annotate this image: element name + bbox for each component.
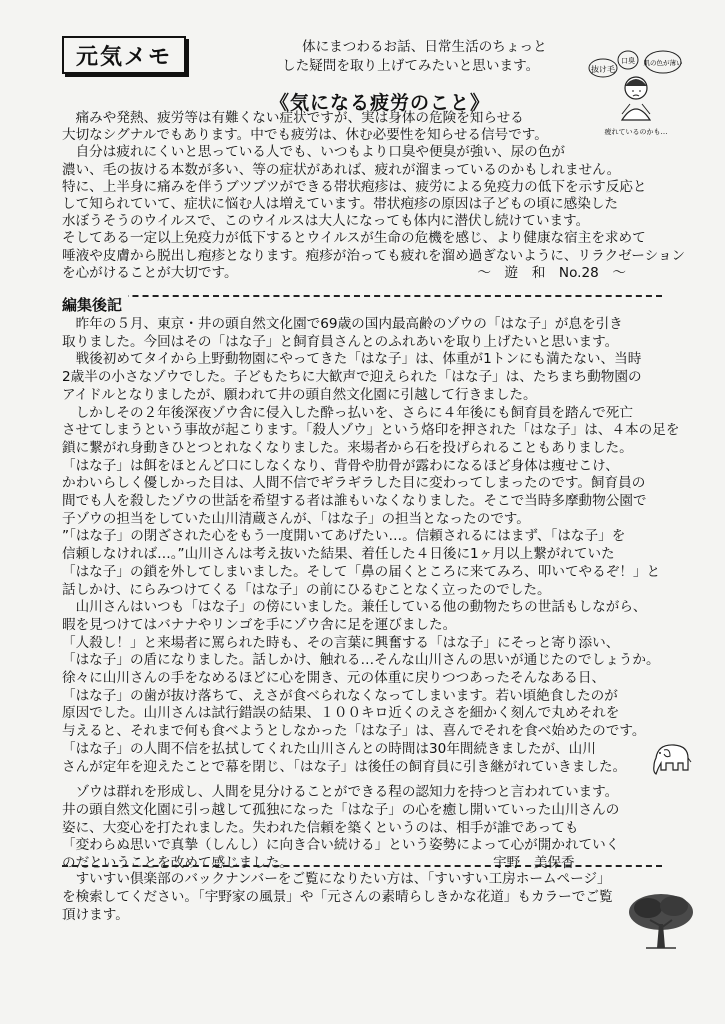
editorial-line: 「はな子」の歯が抜け落ちて、えさが食べられなくなってしまいます。若い頃絶食したのが	[62, 687, 618, 704]
footer-text	[62, 870, 662, 924]
article-line: 水ぼうそうのウイルスで、このウイルスは大人になっても体内に潜伏し続けています。	[62, 213, 590, 230]
editorial-line: 「はな子」の人間不信を払拭してくれた山川さんとの時間は30年間続きましたが、山川	[62, 740, 596, 757]
editorial-line: 「変わらぬ思いで真摯（しんし）に向き合い続ける」という姿勢によって心が開かれていく	[62, 837, 620, 854]
editorial-line: 「はな子」の鎖を外してしまいました。そして「鼻の届くところに来てみろ、叩いてやるぞ！」と	[62, 563, 661, 580]
editorial-line: 子ゾウの担当をしていた山川清蔵さんが、「はな子」の担当となったのです。	[62, 510, 530, 527]
article-line: そしてある一定以上免疫力が低下するとウイルスが生命の危機を感じ、より健康な宿主を求めて	[62, 230, 646, 247]
intro-line: した疑問を取り上げてみたいと思います。	[282, 58, 540, 74]
article-line	[62, 265, 712, 282]
footer-divider	[62, 865, 662, 867]
article-line: 唾液や皮膚から脱出し疱疹となります。疱疹が治っても疲れを溜め過ぎないように、リラクゼーション	[62, 247, 686, 264]
editorial-line: 「人殺し！」と来場者に罵られた時も、その言葉に興奮する「はな子」にそっと寄り添い、	[62, 634, 620, 651]
tree-icon	[626, 890, 696, 952]
editorial-last-line: のだということを改めて感じました。	[62, 855, 294, 872]
editorial-line: しかしその２年後深夜ゾウ舎に侵入した酔っ払いを、さらに４年後にも飼育員を踏んで死亡	[62, 404, 633, 421]
editorial-line: 鎖に繋がれ身動きひとつとれなくなりました。来場者から石を投げられることもありました。	[62, 439, 633, 456]
bubble-label-skin: 肌の色が薄い	[643, 59, 683, 67]
editorial-line: 間でも人を殺したゾウの世話を希望する者は誰もいなくなりました。そこで当時多摩動物公園で	[62, 493, 647, 510]
editorial-line: かわいらしく優しかった目は、人間不信でギラギラした目に変わってしまったのです。飼育員の	[62, 475, 646, 492]
intro-text	[282, 38, 582, 76]
editorial-line: 山川さんはいつも「はな子」の傍にいました。兼任している他の動物たちの世話もしながら、	[62, 599, 647, 616]
editorial-line: 徐々に山川さんの手をなめるほどに心を開き、元の体重に戻りつつあったそんなある日、	[62, 670, 606, 687]
article-line: 痛みや発熱、疲労等は有難くない症状ですが、実は身体の危険を知らせる	[62, 110, 524, 126]
footer-line: を検索してください。「宇野家の風景」や「元さんの素晴らしきかな花道」もカラーでご覧	[62, 889, 613, 905]
article-line: して知られていて、症状に悩む人は増えています。帯状疱疹の原因は子どもの頃に感染した	[62, 196, 618, 213]
bubble-label-hair: 抜け毛	[591, 65, 615, 74]
editorial-line: 与えると、それまで何も食べようとしなかった「はな子」は、喜んでそれを食べ始めたのです。	[62, 723, 646, 740]
editorial-line: させてしまうという事故が起こります。「殺人ゾウ」という烙印を押された「はな子」は、４本の足を	[62, 422, 680, 439]
editorial-body	[62, 316, 712, 873]
editorial-signature: 宇野 美保香	[493, 855, 575, 872]
footer-line: すいすい倶楽部のバックナンバーをご覧になりたい方は、「すいすい工房ホームページ」	[62, 871, 611, 887]
memo-title-box	[62, 36, 186, 74]
editorial-line: 「はな子」は餌をほとんど口にしなくなり、背骨や肋骨が露わになるほど身体は痩せこけ、	[62, 457, 619, 474]
illustration-caption: 疲れているのかも…	[604, 128, 668, 136]
article-body	[62, 110, 712, 282]
editorial-line: 原因でした。山川さんは試行錯誤の結果、１００キロ近くのえさを細かく刻んで丸めそれを	[62, 705, 620, 722]
article-signature: 〜 遊 和 No.28 〜	[477, 264, 626, 281]
article-last-line: を心がけることが大切です。	[62, 264, 238, 281]
editorial-line: 取りました。今回はその「はな子」と飼育員さんとのふれあいを取り上げたいと思います。	[62, 333, 619, 350]
article-line: 自分は疲れにくいと思っている人でも、いつもより口臭や便臭が強い、尿の色が	[62, 144, 565, 161]
section-divider	[62, 295, 662, 297]
editorial-heading: 編集後記	[62, 294, 128, 315]
article-line: 特に、上半身に痛みを伴うブツブツができる帯状疱疹は、疲労による免疫力の低下を示す反応と	[62, 178, 647, 195]
intro-line: 体にまつわるお話、日常生活のちょっと	[302, 39, 547, 55]
elephant-icon	[650, 738, 694, 778]
bubble-label-breath: 口臭	[621, 57, 635, 65]
editorial-line: 信頼しなければ…。”山川さんは考え抜いた結果、着任した４日後に1ヶ月以上繋がれていた	[62, 546, 615, 563]
editorial-line: ゾウは群れを形成し、人間を見分けることができる程の認知力を持つと言われています。	[62, 784, 619, 801]
editorial-line: さんが定年を迎えたことで幕を閉じ、「はな子」は後任の飼育員に引き継がれていきました。	[62, 758, 627, 775]
editorial-line: 暇を見つけてはバナナやリンゴを手にゾウ舎に足を運びました。	[62, 616, 457, 633]
editorial-line: 話しかけ、にらみつけてくる「はな子」の前にひるむことなく立ったのでした。	[62, 581, 551, 598]
editorial-line: 2歳半の小さなゾウでした。子どもたちに大歓声で迎えられた「はな子」は、たちまち動物園の	[62, 369, 642, 386]
article-heading: 《気になる疲労のこと》	[270, 92, 491, 114]
editorial-line: 姿に、大変心を打たれました。失われた信頼を築くというのは、相手が誰であっても	[62, 819, 579, 836]
footer-line: 頂けます。	[62, 907, 129, 923]
article-line: 大切なシグナルでもあります。中でも疲労は、休む必要性を知らせる信号です。	[62, 127, 548, 144]
editorial-line: アイドルとなりましたが、願われて井の頭自然文化園に引越して行きました。	[62, 386, 537, 403]
editorial-line: 井の頭自然文化園に引っ越して孤独になった「はな子」の心を癒し開いていった山川さんの	[62, 801, 620, 818]
editorial-line: 昨年の５月、東京・井の頭自然文化園で69歳の国内最高齢のゾウの「はな子」が息を引き	[62, 316, 623, 332]
editorial-line: 戦後初めてタイから上野動物園にやってきた「はな子」は、体重が1トンにも満たない、当時	[62, 351, 642, 368]
article-line: 濃い、毛の抜ける本数が多い、等の症状があれば、疲れが溜まっているのかもしれません。	[62, 161, 621, 178]
editorial-line: ”「はな子」の閉ざされた心をもう一度開いてあげたい…。信頼されるにはまず、「はな子」を	[62, 528, 626, 545]
editorial-line: 「はな子」の盾になりました。話しかけ、触れる…そんな山川さんの思いが通じたのでしょうか。	[62, 652, 660, 669]
memo-title: 元気メモ	[75, 44, 172, 70]
